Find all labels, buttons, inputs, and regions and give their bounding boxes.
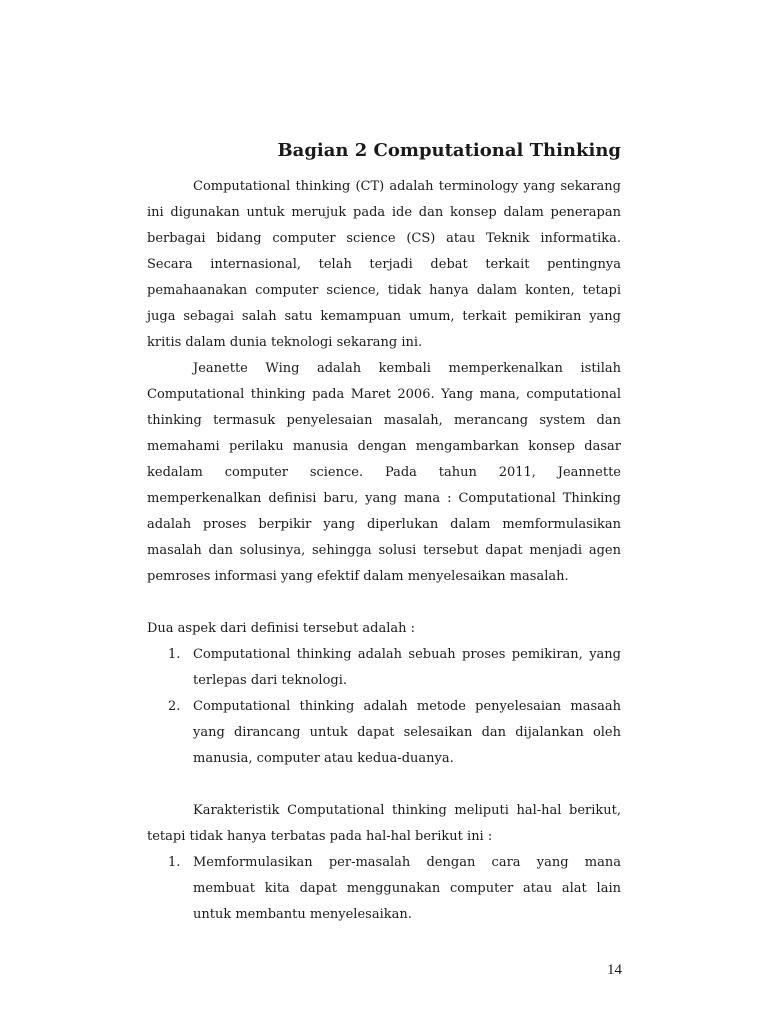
paragraph-ct-definition: Computational thinking (CT) adalah terminology yang sekarang ini digunakan untuk merujuk pada ide dan konsep dalam penerapan berbagai bidang computer science (CS) atau Teknik informatika. Secara internasional, telah terjadi debat terkait pentingnya pemahaanakan computer science, tidak hanya dalam konten, tetapi juga sebagai salah satu kemampuan umum, terkait pemikiran yang kritis dalam dunia teknologi sekarang ini. — [147, 179, 621, 350]
page-title: Bagian 2 Computational Thinking — [277, 140, 621, 161]
list-number: 1. — [168, 855, 181, 870]
list-number: 2. — [168, 699, 181, 714]
list-item — [147, 642, 621, 694]
list-number: 1. — [168, 647, 181, 662]
paragraph-jeanette-wing: Jeanette Wing adalah kembali memperkenalkan istilah Computational thinking pada Maret 2006. Yang mana, computational thinking termasuk penyelesaian masalah, merancang system dan memahami perilaku manusia dengan mengambarkan konsep dasar kedalam computer science. Pada tahun 2011, Jeannette memperkenalkan definisi baru, yang mana : Computational Thinking adalah proses berpikir yang diperlukan dalam memformulasikan masalah dan solusinya, sehingga solusi tersebut dapat menjadi agen pemroses informasi yang efektif dalam menyelesaikan masalah. — [147, 361, 621, 584]
list-item-text: Computational thinking adalah metode penyelesaian masaah yang dirancang untuk dapat selesaikan dan dijalankan oleh manusia, computer atau kedua-duanya. — [193, 699, 621, 766]
page-number: 14 — [607, 962, 622, 978]
characteristics-intro: Karakteristik Computational thinking meliputi hal-hal berikut, tetapi tidak hanya terbatas pada hal-hal berikut ini : — [147, 803, 621, 844]
page-content — [147, 136, 621, 928]
spacer — [147, 772, 621, 798]
aspects-list — [147, 642, 621, 772]
list-item — [147, 850, 621, 928]
characteristics-list — [147, 850, 621, 928]
spacer — [147, 590, 621, 616]
aspects-intro: Dua aspek dari definisi tersebut adalah : — [147, 621, 416, 636]
list-item-text: Memformulasikan per-masalah dengan cara yang mana membuat kita dapat menggunakan computer atau alat lain untuk membantu menyelesaikan. — [193, 855, 621, 922]
list-item — [147, 694, 621, 772]
list-item-text: Computational thinking adalah sebuah proses pemikiran, yang terlepas dari teknologi. — [193, 647, 621, 688]
